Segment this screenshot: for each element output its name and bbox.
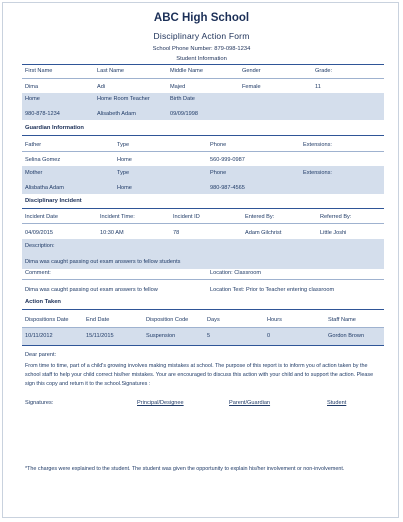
value-grade[interactable]: 11: [315, 84, 321, 90]
value-comment[interactable]: Dima was caught passing out exam answers to fellow: [25, 287, 158, 293]
school-phone: School Phone Number: 879-098-1234: [152, 46, 251, 52]
section-student-information: Student Information: [176, 56, 227, 62]
label-incident-time: Incident Time:: [100, 214, 135, 220]
label-incident-date: Incident Date: [25, 214, 58, 220]
label-phone: Phone: [210, 142, 227, 148]
label-home-room-teacher: Home Room Teacher: [97, 96, 150, 102]
value-father-type[interactable]: Home: [117, 157, 132, 163]
value-father-phone[interactable]: 560-999-0987: [210, 157, 245, 163]
parent-signature-line[interactable]: Parent/Guardian: [229, 400, 271, 406]
value-entered-by[interactable]: Adam Gilchrist: [245, 230, 282, 236]
divider: [22, 345, 384, 346]
label-father: Father: [25, 142, 42, 148]
value-last-name[interactable]: Adi: [97, 84, 106, 90]
letter-paragraph: From time to time, part of a child's growing involves making mistakes at school. The purpose of this report is to inform you of action taken by the school staff to help your child correct his/her mistakes. Your are encouraged to discuss this action with your child and to support the action. Please sign this copy and return it to the school.Signatures :: [25, 363, 374, 387]
label-home: Home: [25, 96, 40, 102]
value-incident-time[interactable]: 10:30 AM: [100, 230, 124, 236]
divider: [22, 78, 384, 79]
divider: [22, 223, 384, 224]
label-description: Description:: [25, 243, 55, 249]
label-phone: Phone: [210, 170, 227, 176]
label-referred-by: Referred By:: [320, 214, 352, 220]
footnote: *The charges were explained to the student. The student was given the opportunity to explain his/her involvement or non-involvement.: [25, 466, 345, 472]
header-disposition-code: Disposition Code: [146, 317, 189, 323]
label-grade: Grade:: [315, 68, 333, 74]
value-dispositions-date[interactable]: 10/11/2012: [25, 333, 53, 339]
principal-signature-line[interactable]: Principal/Designee: [137, 400, 184, 406]
value-mother-phone[interactable]: 980-987-4565: [210, 185, 245, 191]
divider: [22, 309, 384, 310]
signatures-label: Signatures:: [25, 400, 54, 406]
value-incident-id[interactable]: 78: [173, 230, 180, 236]
label-extensions: Extensions:: [303, 142, 332, 148]
value-staff-name[interactable]: Gordon Brown: [328, 333, 365, 339]
label-comment: Comment:: [25, 270, 51, 276]
label-entered-by: Entered By:: [245, 214, 275, 220]
label-incident-id: Incident ID: [173, 214, 200, 220]
value-days[interactable]: 5: [207, 333, 211, 339]
value-birth-date[interactable]: 09/09/1998: [170, 111, 198, 117]
header-days: Days: [207, 317, 220, 323]
label-last-name: Last Name: [97, 68, 125, 74]
value-first-name[interactable]: Dima: [25, 84, 39, 90]
value-description[interactable]: Dima was caught passing out exam answers to fellow students: [25, 259, 181, 265]
student-signature-line[interactable]: Student: [327, 400, 347, 406]
divider: [22, 208, 384, 209]
divider: [22, 151, 384, 152]
header-dispositions-date: Dispositions Date: [25, 317, 69, 323]
value-mother-type[interactable]: Home: [117, 185, 132, 191]
label-type: Type: [117, 170, 130, 176]
divider: [22, 135, 384, 136]
header-staff-name: Staff Name: [328, 317, 356, 323]
header-hours: Hours: [267, 317, 282, 323]
label-birth-date: Birth Date: [170, 96, 195, 102]
value-father[interactable]: Selina Gomez: [25, 157, 61, 163]
value-disposition-code[interactable]: Suspension: [146, 333, 176, 339]
label-middle-name: Middle Name: [170, 68, 203, 74]
header-end-date: End Date: [86, 317, 110, 323]
divider: [22, 279, 384, 280]
label-mother: Mother: [25, 170, 43, 176]
label-first-name: First Name: [25, 68, 53, 74]
salutation: Dear parent:: [25, 352, 57, 358]
section-guardian-information: Guardian Information: [25, 125, 84, 131]
value-end-date[interactable]: 15/11/2015: [86, 333, 114, 339]
school-title: ABC High School: [153, 12, 250, 24]
value-mother[interactable]: Alisbatha Adam: [25, 185, 64, 191]
value-referred-by[interactable]: Little Joshi: [320, 230, 347, 236]
label-gender: Gender: [242, 68, 261, 74]
value-home-room-teacher[interactable]: Alisabeth Adam: [97, 111, 136, 117]
label-type: Type: [117, 142, 130, 148]
divider: [22, 64, 384, 65]
student-contact-band: [22, 93, 384, 120]
section-disciplinary-incident: Disciplinary Incident: [25, 198, 82, 204]
label-extensions: Extensions:: [303, 170, 332, 176]
label-location: Location: Classroom: [210, 270, 261, 276]
value-hours[interactable]: 0: [267, 333, 271, 339]
value-location-text[interactable]: Location Text: Prior to Teacher entering classroom: [210, 287, 335, 293]
value-incident-date[interactable]: 04/09/2015: [25, 230, 53, 236]
value-home-phone[interactable]: 980-878-1234: [25, 111, 60, 117]
form-title: Disciplinary Action Form: [153, 31, 250, 41]
value-gender[interactable]: Female: [242, 84, 261, 90]
value-middle-name[interactable]: Majed: [170, 84, 186, 90]
section-action-taken: Action Taken: [25, 299, 61, 305]
